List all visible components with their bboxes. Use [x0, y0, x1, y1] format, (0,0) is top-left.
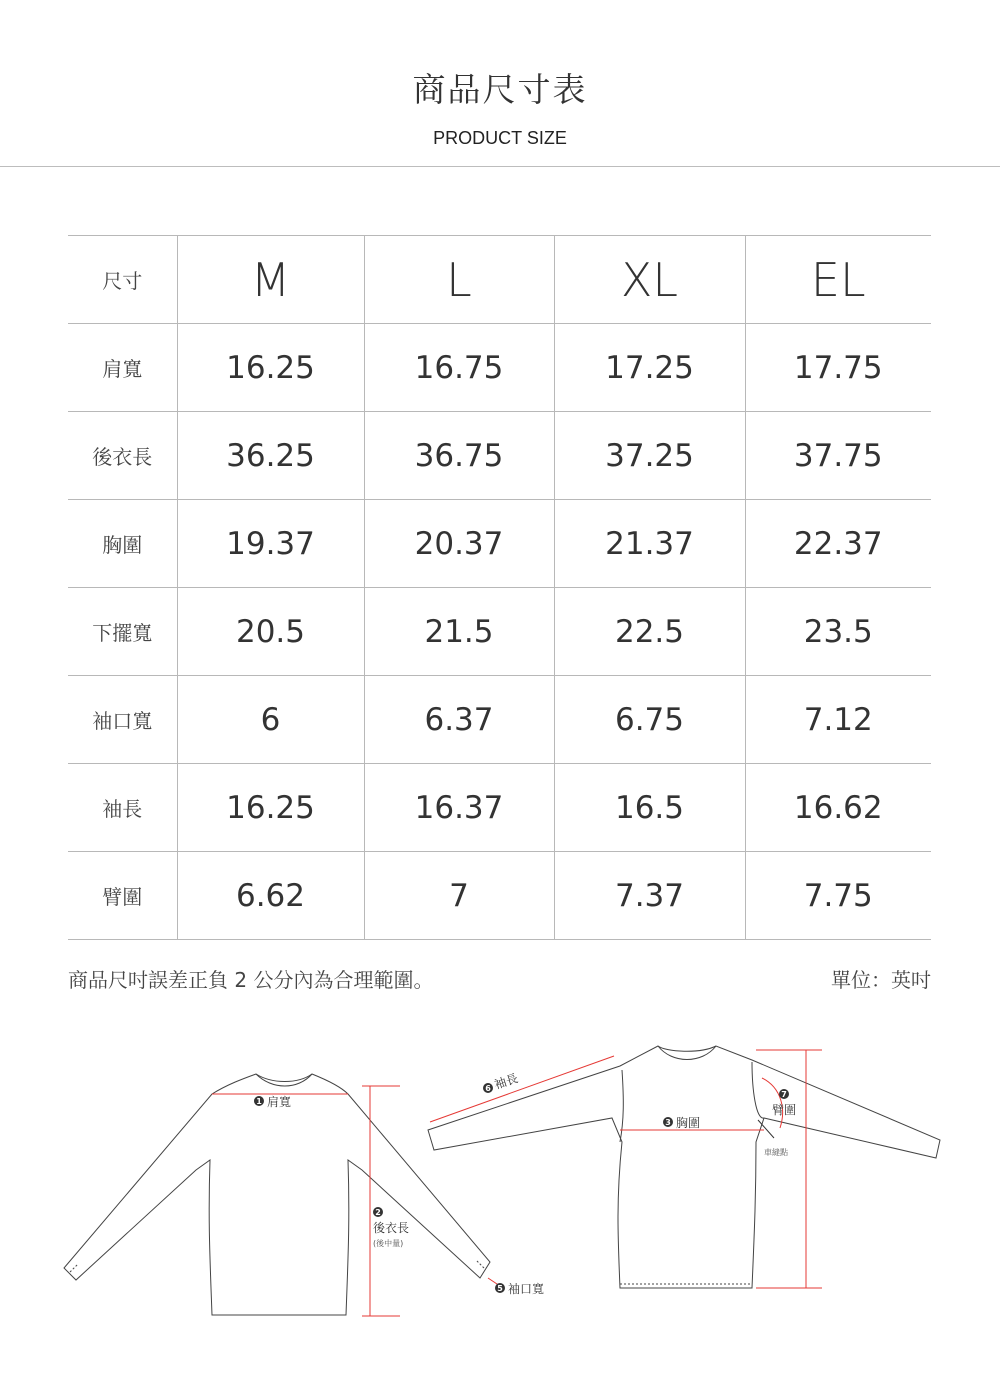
cuff-num: 5: [497, 1284, 503, 1293]
shoulder-label: 肩寬: [267, 1095, 292, 1109]
size-header-row: [68, 236, 931, 324]
table-row: [68, 676, 931, 764]
cell-value: 7.75: [745, 852, 931, 940]
cell-value: 16.37: [364, 764, 554, 852]
label-cuff: [495, 1281, 544, 1296]
arm-label: 臂圍: [772, 1103, 797, 1117]
back-length-sub: (後中量): [373, 1239, 404, 1248]
row-label: 臂圍: [68, 852, 177, 940]
cell-value: 19.37: [177, 500, 364, 588]
cell-value: 16.5: [554, 764, 745, 852]
back-view-shirt: [64, 1074, 490, 1315]
cell-value: 7.37: [554, 852, 745, 940]
size-xl-header: XL: [554, 236, 745, 324]
tolerance-note: 商品尺吋誤差正負 2 公分內為合理範圍。: [68, 968, 434, 992]
cell-value: 21.37: [554, 500, 745, 588]
unit-label: 單位：英吋: [831, 968, 931, 992]
label-chest: [663, 1115, 700, 1130]
cell-value: 6.37: [364, 676, 554, 764]
cell-value: 20.5: [177, 588, 364, 676]
corner-label: 尺寸: [68, 236, 177, 324]
cell-value: 37.25: [554, 412, 745, 500]
shoulder-num: 1: [256, 1097, 262, 1106]
chest-label: 胸圍: [676, 1116, 701, 1130]
back-length-num: 2: [375, 1208, 381, 1217]
table-row: [68, 324, 931, 412]
sleeve-num: 6: [485, 1084, 491, 1093]
arm-num: 7: [781, 1090, 787, 1099]
chest-num: 3: [665, 1118, 671, 1127]
cell-value: 6: [177, 676, 364, 764]
cell-value: 36.75: [364, 412, 554, 500]
table-row: [68, 764, 931, 852]
table-row: [68, 500, 931, 588]
size-l-header: L: [364, 236, 554, 324]
cell-value: 22.5: [554, 588, 745, 676]
row-label: 下擺寬: [68, 588, 177, 676]
size-m-header: M: [177, 236, 364, 324]
label-shoulder: [254, 1094, 291, 1109]
cuff-label: 袖口寬: [508, 1282, 545, 1296]
cell-value: 16.75: [364, 324, 554, 412]
row-label: 肩寬: [68, 324, 177, 412]
table-row: [68, 412, 931, 500]
row-label: 袖長: [68, 764, 177, 852]
cell-value: 20.37: [364, 500, 554, 588]
label-back-length: [373, 1207, 409, 1248]
measurement-diagram: [0, 1010, 1000, 1390]
cell-value: 21.5: [364, 588, 554, 676]
cell-value: 7: [364, 852, 554, 940]
page-subtitle: PRODUCT SIZE: [433, 128, 567, 148]
row-label: 後衣長: [68, 412, 177, 500]
cell-value: 6.62: [177, 852, 364, 940]
cell-value: 23.5: [745, 588, 931, 676]
page-title: 商品尺寸表: [412, 70, 588, 109]
table-row: [68, 588, 931, 676]
row-label: 袖口寬: [68, 676, 177, 764]
cell-value: 7.12: [745, 676, 931, 764]
label-sleeve: [483, 1070, 520, 1093]
cell-value: 16.62: [745, 764, 931, 852]
size-el-header: EL: [745, 236, 931, 324]
sleeve-label: 袖長: [492, 1071, 520, 1092]
back-length-label: 後衣長: [373, 1221, 410, 1235]
cell-value: 16.25: [177, 764, 364, 852]
cell-value: 6.75: [554, 676, 745, 764]
cell-value: 16.25: [177, 324, 364, 412]
cell-value: 37.75: [745, 412, 931, 500]
header-divider: [0, 166, 1000, 167]
cell-value: 36.25: [177, 412, 364, 500]
label-arm: [772, 1089, 796, 1117]
row-label: 胸圍: [68, 500, 177, 588]
cell-value: 22.37: [745, 500, 931, 588]
size-table: [68, 235, 931, 940]
cell-value: 17.25: [554, 324, 745, 412]
table-row: [68, 852, 931, 940]
cell-value: 17.75: [745, 324, 931, 412]
measure-lines: [212, 1050, 822, 1316]
seam-point-label: 車縫點: [764, 1148, 788, 1157]
